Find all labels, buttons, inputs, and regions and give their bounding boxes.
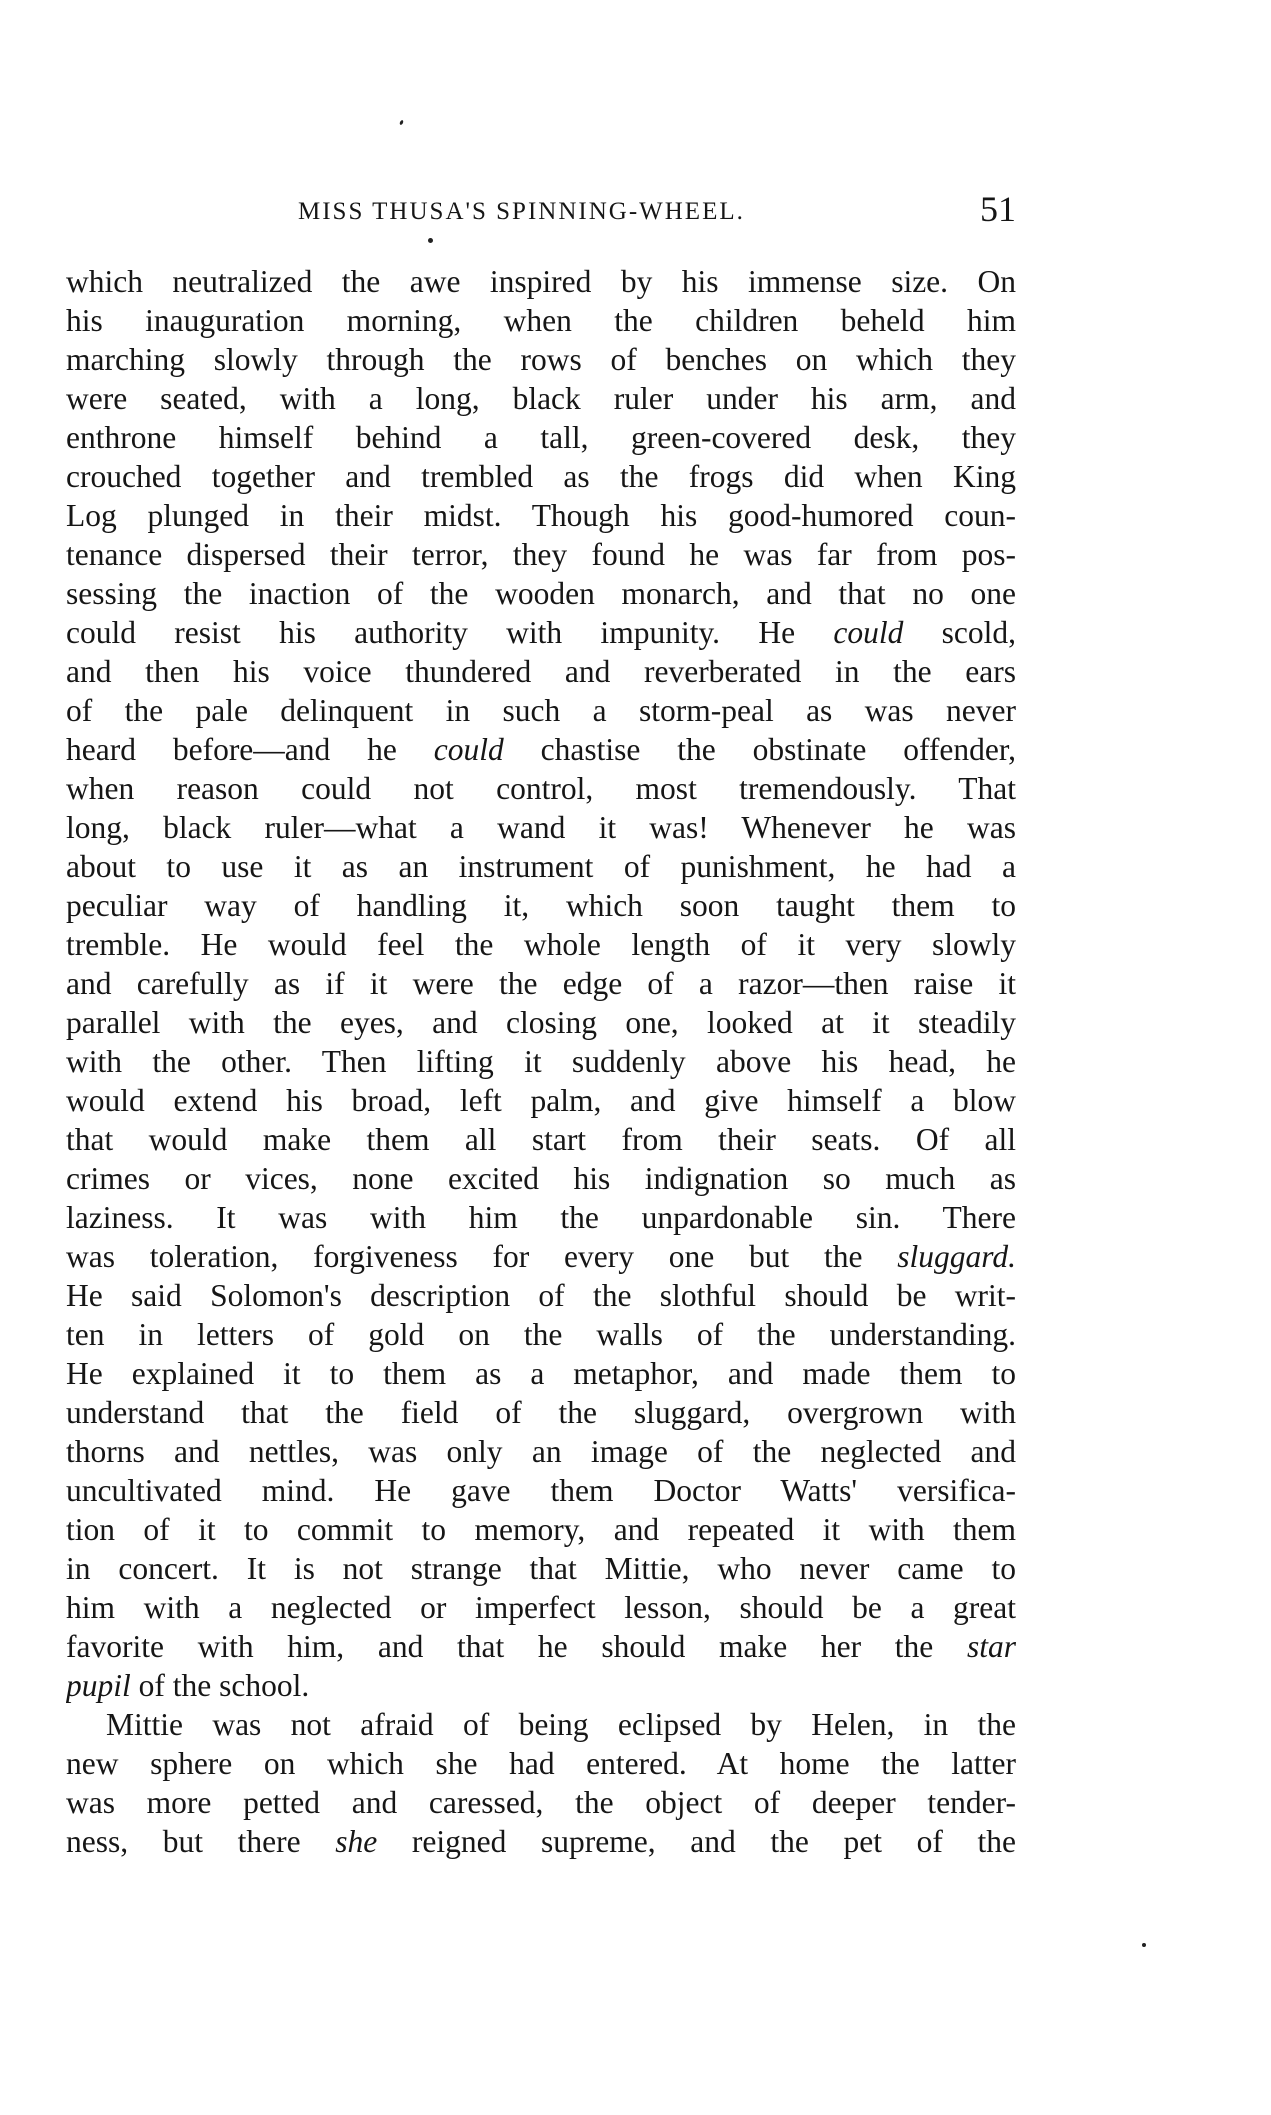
text-line: parallel with the eyes, and closing one, looked at it steadily <box>66 1005 1016 1040</box>
italic-word: she <box>335 1824 378 1859</box>
line-text: was toleration, forgiveness for every one but the <box>66 1239 898 1274</box>
italic-word: star <box>966 1629 1016 1664</box>
text-line: him with a neglected or imperfect lesson, should be a great <box>66 1590 1016 1625</box>
italic-word: pupil <box>66 1668 131 1703</box>
text-line: with the other. Then lifting it suddenly above his head, he <box>66 1044 1016 1079</box>
line-text: ness, but there <box>66 1824 336 1859</box>
line-text: of the school. <box>130 1668 310 1703</box>
text-line <box>66 613 1016 652</box>
italic-word: could <box>433 732 504 767</box>
page-number: 51 <box>980 189 1016 229</box>
text-line: He said Solomon's description of the slothful should be writ- <box>66 1278 1016 1313</box>
line-text: favorite with him, and that he should make her the <box>66 1629 967 1664</box>
line-text: scold, <box>903 615 1016 650</box>
text-line: were seated, with a long, black ruler under his arm, and <box>66 381 1016 416</box>
text-line: marching slowly through the rows of benches on which they <box>66 342 1016 377</box>
text-line <box>66 1666 1016 1705</box>
text-line: that would make them all start from their seats. Of all <box>66 1122 1016 1157</box>
text-line: tremble. He would feel the whole length of it very slowly <box>66 927 1016 962</box>
text-line: crimes or vices, none excited his indignation so much as <box>66 1161 1016 1196</box>
scan-speck <box>428 238 433 243</box>
text-line: would extend his broad, left palm, and give himself a blow <box>66 1083 1016 1118</box>
line-text: reigned supreme, and the pet of the <box>377 1824 1016 1859</box>
body-text <box>66 262 1016 1861</box>
text-line: long, black ruler—what a wand it was! Whenever he was <box>66 810 1016 845</box>
text-line: ten in letters of gold on the walls of the understanding. <box>66 1317 1016 1352</box>
line-text: heard before—and he <box>66 732 434 767</box>
text-line: about to use it as an instrument of punishment, he had a <box>66 849 1016 884</box>
text-line: in concert. It is not strange that Mittie, who never came to <box>66 1551 1016 1586</box>
text-line <box>66 1237 1016 1276</box>
text-line: tenance dispersed their terror, they found he was far from pos- <box>66 537 1016 572</box>
text-line: enthrone himself behind a tall, green-covered desk, they <box>66 420 1016 455</box>
text-line: thorns and nettles, was only an image of the neglected and <box>66 1434 1016 1469</box>
text-line <box>66 1822 1016 1861</box>
text-line <box>66 1627 1016 1666</box>
text-line: and then his voice thundered and reverberated in the ears <box>66 654 1016 689</box>
text-line: which neutralized the awe inspired by his immense size. On <box>66 264 1016 299</box>
page-header <box>66 188 1016 238</box>
italic-word: could <box>833 615 904 650</box>
text-line: of the pale delinquent in such a storm-peal as was never <box>66 693 1016 728</box>
text-line: understand that the field of the sluggard, overgrown with <box>66 1395 1016 1430</box>
text-line: laziness. It was with him the unpardonable sin. There <box>66 1200 1016 1235</box>
text-line: new sphere on which she had entered. At home the latter <box>66 1746 1016 1781</box>
text-line: and carefully as if it were the edge of a razor—then raise it <box>66 966 1016 1001</box>
scan-speck <box>1142 1943 1146 1947</box>
text-line: when reason could not control, most tremendously. That <box>66 771 1016 806</box>
text-line: Log plunged in their midst. Though his good-humored coun- <box>66 498 1016 533</box>
scan-speck <box>399 120 404 126</box>
line-text: could resist his authority with impunity. He <box>66 615 834 650</box>
text-line: tion of it to commit to memory, and repeated it with them <box>66 1512 1016 1547</box>
text-line: sessing the inaction of the wooden monarch, and that no one <box>66 576 1016 611</box>
text-line: Mittie was not afraid of being eclipsed by Helen, in the <box>106 1707 1016 1742</box>
running-title: MISS THUSA'S SPINNING-WHEEL. <box>298 198 745 225</box>
text-line <box>66 730 1016 769</box>
text-line: uncultivated mind. He gave them Doctor Watts' versifica- <box>66 1473 1016 1508</box>
text-line: He explained it to them as a metaphor, and made them to <box>66 1356 1016 1391</box>
text-line: crouched together and trembled as the frogs did when King <box>66 459 1016 494</box>
line-text: chastise the obstinate offender, <box>503 732 1016 767</box>
italic-word: sluggard. <box>897 1239 1016 1274</box>
text-line: was more petted and caressed, the object of deeper tender- <box>66 1785 1016 1820</box>
text-line: his inauguration morning, when the children beheld him <box>66 303 1016 338</box>
text-line: peculiar way of handling it, which soon taught them to <box>66 888 1016 923</box>
